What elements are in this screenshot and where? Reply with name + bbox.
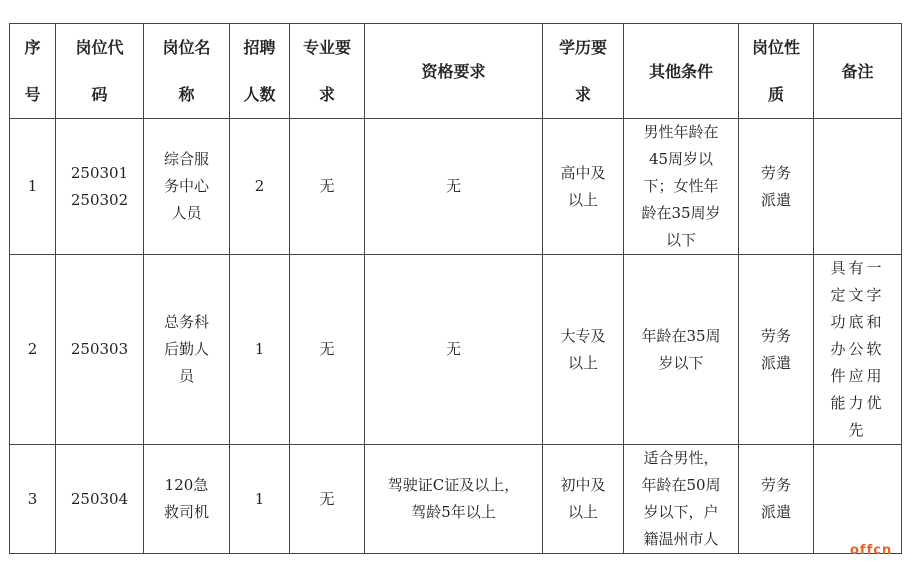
cell-count: 1 [230, 445, 290, 554]
header-nature: 岗位性 质 [739, 24, 814, 119]
header-qualification: 资格要求 [365, 24, 543, 119]
cell-notes: 具有一 定文字 功底和 办公软 件应用 能力优 先 [814, 255, 902, 445]
cell-code: 250301 250302 [56, 119, 144, 255]
cell-code: 250303 [56, 255, 144, 445]
cell-other: 年龄在35周 岁以下 [624, 255, 739, 445]
cell-code: 250304 [56, 445, 144, 554]
offcn-watermark: offcn [850, 543, 893, 558]
cell-no: 2 [10, 255, 56, 445]
header-notes: 备注 [814, 24, 902, 119]
cell-major: 无 [290, 445, 365, 554]
cell-nature: 劳务 派遣 [739, 119, 814, 255]
cell-other: 适合男性， 年龄在50周 岁以下，户 籍温州市人 [624, 445, 739, 554]
header-education: 学历要 求 [543, 24, 624, 119]
cell-count: 2 [230, 119, 290, 255]
table-row [10, 255, 902, 445]
header-name: 岗位名 称 [144, 24, 230, 119]
cell-name: 120急 救司机 [144, 445, 230, 554]
header-row [10, 24, 902, 119]
cell-no: 1 [10, 119, 56, 255]
cell-qualification: 无 [365, 119, 543, 255]
cell-major: 无 [290, 119, 365, 255]
table-row [10, 119, 902, 255]
header-no: 序 号 [10, 24, 56, 119]
header-major: 专业要 求 [290, 24, 365, 119]
cell-education: 初中及 以上 [543, 445, 624, 554]
cell-qualification: 无 [365, 255, 543, 445]
cell-major: 无 [290, 255, 365, 445]
recruitment-table [9, 23, 902, 554]
cell-nature: 劳务 派遣 [739, 445, 814, 554]
cell-name: 综合服 务中心 人员 [144, 119, 230, 255]
cell-count: 1 [230, 255, 290, 445]
cell-notes [814, 119, 902, 255]
cell-education: 大专及 以上 [543, 255, 624, 445]
cell-name: 总务科 后勤人 员 [144, 255, 230, 445]
header-other: 其他条件 [624, 24, 739, 119]
cell-no: 3 [10, 445, 56, 554]
cell-nature: 劳务 派遣 [739, 255, 814, 445]
header-count: 招聘 人数 [230, 24, 290, 119]
table-row [10, 445, 902, 554]
header-code: 岗位代 码 [56, 24, 144, 119]
cell-education: 高中及 以上 [543, 119, 624, 255]
cell-qualification: 驾驶证C证及以上， 驾龄5年以上 [365, 445, 543, 554]
cell-notes [814, 445, 902, 554]
cell-other: 男性年龄在 45周岁以 下；女性年 龄在35周岁 以下 [624, 119, 739, 255]
